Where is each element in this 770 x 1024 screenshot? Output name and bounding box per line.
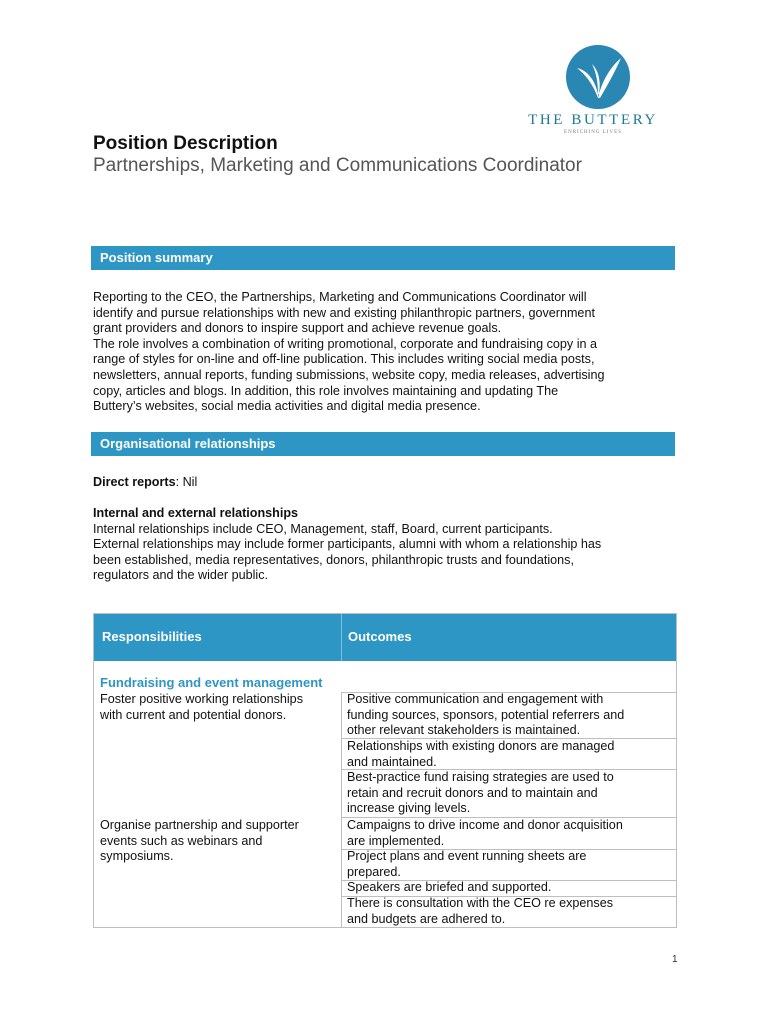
page-title: Position Description [93, 133, 278, 154]
column-header-responsibilities: Responsibilities [102, 629, 202, 644]
table-row-outcome [347, 692, 624, 739]
cell-line: events such as webinars and [100, 833, 263, 848]
cell-line: funding sources, sponsors, potential referrers and [347, 707, 625, 722]
summary-line: newsletters, annual reports, funding submissions, website copy, media releases, advertising [93, 367, 605, 382]
cell-line: symposiums. [100, 849, 174, 864]
relationships-line: been established, media representatives, donors, philanthropic trusts and foundations, [93, 552, 574, 567]
table-row-outcome [347, 849, 586, 880]
table-row-outcome [347, 880, 551, 896]
table-row-outcome [347, 739, 614, 770]
summary-line: The role involves a combination of writing promotional, corporate and fundraising copy in a [93, 336, 598, 351]
section-heading-organisational-relationships: Organisational relationships [91, 432, 675, 456]
position-summary-text [93, 290, 673, 415]
cell-line: Relationships with existing donors are managed [347, 739, 615, 753]
table-row-outcome [347, 770, 614, 817]
cell-line: Project plans and event running sheets are [347, 849, 587, 863]
relationships-heading: Internal and external relationships [93, 506, 299, 520]
table-row-outcome [347, 896, 613, 927]
page-number: 1 [672, 954, 678, 965]
cell-line: prepared. [347, 864, 401, 879]
direct-reports [93, 475, 673, 491]
cell-line: other relevant stakeholders is maintained. [347, 723, 581, 738]
buttery-logo [508, 44, 678, 135]
relationships-line: Internal relationships include CEO, Management, staff, Board, current participants. [93, 521, 553, 536]
header-divider [341, 614, 342, 661]
relationships-line: regulators and the wider public. [93, 568, 269, 583]
summary-line: Buttery’s websites, social media activities and digital media presence. [93, 399, 481, 414]
section-heading-position-summary: Position summary [91, 246, 675, 270]
cell-line: increase giving levels. [347, 801, 471, 816]
cell-line: and maintained. [347, 754, 437, 769]
cell-line: Campaigns to drive income and donor acquisition [347, 818, 623, 832]
cell-line: Best-practice fund raising strategies are used to [347, 770, 614, 784]
cell-line: Foster positive working relationships [100, 692, 303, 706]
logo-tagline: ENRICHING LIVES [564, 130, 622, 135]
summary-line: identify and pursue relationships with new and existing philanthropic partners, government [93, 305, 595, 320]
table-category: Fundraising and event management [100, 675, 323, 690]
cell-line: Positive communication and engagement with [347, 692, 604, 706]
direct-reports-label: Direct reports [93, 475, 176, 489]
table-row-responsibility [100, 692, 303, 723]
page-subtitle: Partnerships, Marketing and Communications Coordinator [93, 155, 582, 176]
cell-line: Speakers are briefed and supported. [347, 880, 552, 894]
summary-line: grant providers and donors to inspire support and achieve revenue goals. [93, 321, 502, 336]
summary-line: copy, articles and blogs. In addition, this role involves maintaining and updating The [93, 383, 559, 398]
cell-line: retain and recruit donors and to maintain and [347, 785, 598, 800]
table-header [94, 614, 676, 661]
summary-line: range of styles for on-line and off-line publication. This includes writing social media posts, [93, 352, 595, 367]
column-divider [341, 692, 342, 927]
relationships-text [93, 506, 673, 584]
buttery-leaf-logo-icon [565, 44, 631, 110]
responsibilities-table [93, 613, 677, 928]
cell-line: and budgets are adhered to. [347, 911, 506, 926]
table-row-outcome [347, 818, 623, 849]
cell-line: are implemented. [347, 833, 445, 848]
logo-name: THE BUTTERY [528, 112, 658, 128]
cell-line: Organise partnership and supporter [100, 818, 299, 832]
relationships-line: External relationships may include former participants, alumni with whom a relationship has [93, 537, 602, 552]
column-header-outcomes: Outcomes [348, 629, 412, 644]
cell-line: with current and potential donors. [100, 707, 287, 722]
cell-line: There is consultation with the CEO re expenses [347, 896, 613, 910]
table-row-responsibility [100, 818, 299, 865]
direct-reports-value: : Nil [175, 475, 198, 489]
summary-line: Reporting to the CEO, the Partnerships, Marketing and Communications Coordinator will [93, 290, 587, 304]
